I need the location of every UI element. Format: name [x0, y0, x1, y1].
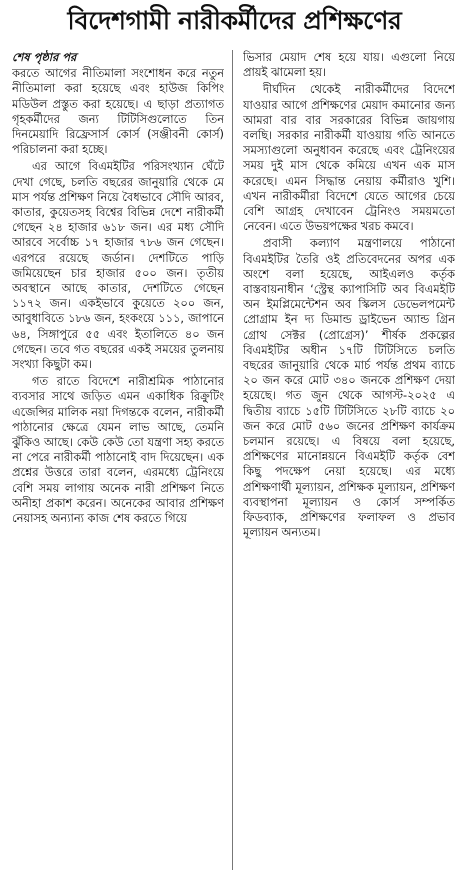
paragraph: প্রবাসী কল্যাণ মন্ত্রণালয়ে পাঠানো বিএমইটির তৈরি ওই প্রতিবেদনের অপর এক অংশে বলা হয়েছে, আইএলও কর্তৃক বাস্তবায়নাধীন ‘স্ট্রেন্থ ক্যাপাসিটি অব বিএমইটি অন ইমপ্লিমেন্টেশন অব স্কিলস ডেভেলপমেন্ট প্রোগ্রাম ইন দ্য ডিমান্ড ড্রাইভেন অ্যান্ড গ্রিন গ্রোথ সেক্টর (প্রোগ্রেস)’ শীর্ষক প্রকল্পের বিএমইটির অধীন ১৭টি টিটিসিতে চলতি বছরের জানুয়ারি থেকে মার্চ পর্যন্ত প্রথম ব্যাচে ২০ জন করে মোট ৩৪০ জনকে প্রশিক্ষণ দেয়া হয়েছে। গত জুন থেকে আগস্ট-২০২৫ এ দ্বিতীয় ব্যাচে ১৫টি টিটিসিতে ২৮টি ব্যাচে ২০ জন করে মোট ৫৬০ জনের প্রশিক্ষণ কার্যক্রম চলমান রয়েছে। এ বিষয়ে বলা হয়েছে, প্রশিক্ষণের মানোন্নয়নে বিএমইটি কর্তৃক বেশ কিছু পদক্ষেপ নেয়া হয়েছে। এর মধ্যে প্রশিক্ষণার্থী মূল্যায়ন, প্রশিক্ষক মূল্যায়ন, প্রশিক্ষণ ব্যবস্থাপনা মূল্যায়ন ও কোর্স সম্পর্কিত ফিডব্যাক, প্রশিক্ষণের ফলাফল ও প্রভাব মূল্যায়ন অন্যতম।: [243, 236, 455, 540]
column-divider: [232, 50, 233, 870]
paragraph: দীর্ঘদিন থেকেই নারীকর্মীদের বিদেশে যাওয়ার আগে প্রশিক্ষণের মেয়াদ কমানোর জন্য আমরা বার বার সরকারের বিভিন্ন জায়গায় বলছি। সরকার নারীকর্মী যাওয়ায় গতি আনতে সমস্যাগুলো অনুধাবন করেছে এবং ট্রেনিংয়ের সময় দুই মাস থেকে কমিয়ে এখন এক মাস করেছে। এমন সিদ্ধান্ত নেয়ায় কর্মীরাও খুশি। এখন নারীকর্মীরা বিদেশে যেতে আগের চেয়ে বেশি আগ্রহ দেখাবেন ট্রেনিংও সময়মতো নেবেন। এতে উভয়পক্ষের খরচ কমবে।: [243, 82, 455, 234]
paragraph: এর আগে বিএমইটির পরিসংখ্যান ঘেঁটে দেখা গেছে, চলতি বছরের জানুয়ারি থেকে মে মাস পর্যন্ত প্রশিক্ষণ নিয়ে বৈধভাবে সৌদি আরব, কাতার, কুয়েতসহ বিশ্বের বিভিন্ন দেশে নারীকর্মী গেছেন ২৪ হাজার ৬১৮ জন। এর মধ্য সৌদি আরবে সর্বোচ্চ ১৭ হাজার ৭৮৬ জন গেছেন। এরপরে রয়েছে জর্ডান। দেশটিতে পাড়ি জমিয়েছেন চার হাজার ৫০০ জন। তৃতীয় অবস্থানে আছে কাতার, দেশটিতে গেছেন ১১৭২ জন। একইভাবে কুয়েতে ২০০ জন, আবুধাবিতে ১৮৬ জন, হংকংয়ে ১১১, জাপানে ৬৪, সিঙ্গাপুরে ৫৫ এবং ইতালিতে ৪০ জন গেছেন। তবে গত বছরের একই সময়ের তুলনায় সংখ্যা কিছুটা কম।: [12, 159, 224, 372]
jump-line: শেষ পৃষ্ঠার পর: [12, 50, 77, 64]
left-column: [12, 50, 224, 872]
paragraph: করতে আগের নীতিমালা সংশোধন করে নতুন নীতিমালা করা হয়েছে এবং হাউজ কিপিং মডিউল প্রস্তুত করা হয়েছে। এ ছাড়া প্রত্যাগত গৃহকর্মীদের জন্য টিটিসিগুলোতে তিন দিনমেয়াদি রিফ্রেসার্স কোর্স (সঞ্জীবনী কোর্স) পরিচালনা করা হচ্ছে।: [12, 66, 224, 157]
paragraph: ভিসার মেয়াদ শেষ হয়ে যায়। এগুলো নিয়ে প্রায়ই ঝামেলা হয়।: [243, 50, 455, 80]
right-column: [243, 50, 455, 872]
headline: বিদেশগামী নারীকর্মীদের প্রশিক্ষণের: [67, 6, 402, 35]
paragraph: গত রাতে বিদেশে নারীশ্রমিক পাঠানোর ব্যবসার সাথে জড়িত এমন একাধিক রিক্রুটিং এজেন্সির মালিক নয়া দিগন্তকে বলেন, নারীকর্মী পাঠানোর ক্ষেত্রে যেমন লাভ আছে, তেমনি ঝুঁকিও আছে। কেউ কেউ তো যন্ত্রণা সহ্য করতে না পেরে নারীকর্মী পাঠানোই বাদ দিয়েছেন। এক প্রশ্নের উত্তরে তারা বলেন, এরমধ্যে ট্রেনিংয়ে বেশি সময় লাগায় অনেক নারী প্রশিক্ষণ নিতে অনীহা প্রকাশ করেন। অনেকের আবার প্রশিক্ষণ নেয়াসহ অন্যান্য কাজ শেষ করতে গিয়ে: [12, 374, 224, 526]
